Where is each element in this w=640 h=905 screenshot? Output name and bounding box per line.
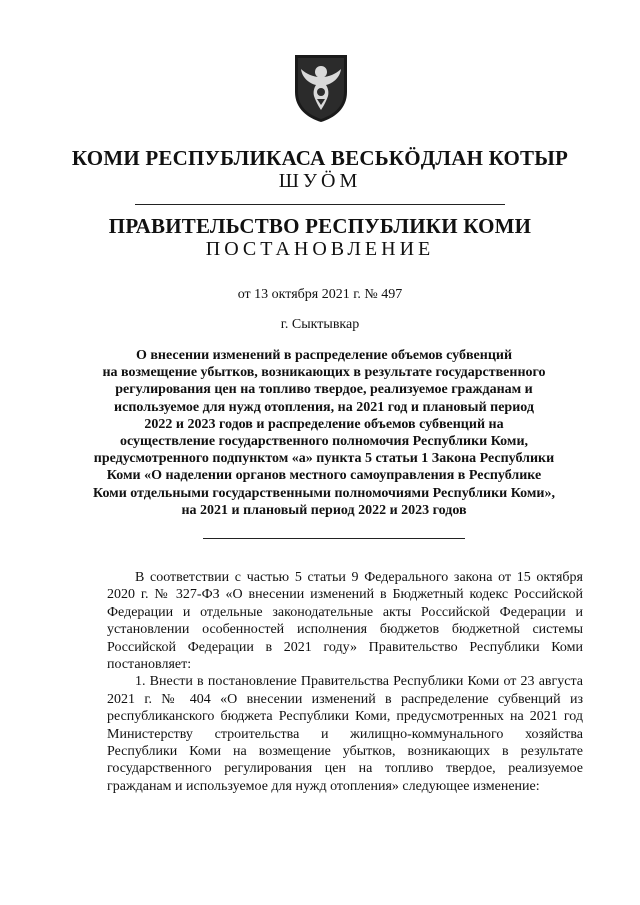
document-type-title: ПОСТАНОВЛЕНИЕ [205, 238, 435, 260]
header-divider [135, 204, 505, 205]
title-line: осуществление государственного полномочия Республики Коми, [119, 434, 529, 450]
komi-coat-of-arms-icon [292, 52, 350, 124]
document-city: г. Сыктывкар [280, 317, 360, 332]
header-government-title: ПРАВИТЕЛЬСТВО РЕСПУБЛИКИ КОМИ [108, 214, 532, 238]
body-paragraph: 1. Внести в постановление Правительства Республики Коми от 23 августа 2021 г. № 404 «О внесении изменений в распределение субвенций из республиканского бюджета Республики Коми, предусмотренных на 2021 год Министерству строительства и жилищно-коммунального хозяйства Республики Коми на возмещение убытков, возникающих в результате государственного регулирования цен на топливо твердое, реализуемое гражданам и используемое для нужд отопления» следующее изменение: [107, 674, 583, 794]
title-line: используемое для нужд отопления, на 2021 год и плановый период [114, 399, 534, 415]
header-komi-title: КОМИ РЕСПУБЛИКАСА ВЕСЬКӦДЛАН КОТЫР [71, 146, 569, 170]
document-title [90, 347, 558, 519]
title-line: предусмотренного подпунктом «а» пункта 5 статьи 1 Закона Республики [93, 451, 555, 467]
title-line: на 2021 и плановый период 2022 и 2023 годов [181, 502, 467, 518]
document-date-number: от 13 октября 2021 г. № 497 [237, 287, 403, 302]
title-line: О внесении изменений в распределение объемов субвенций [135, 348, 513, 363]
title-line: Коми отдельными государственными полномочиями Республики Коми», [92, 485, 555, 501]
title-divider [203, 538, 465, 539]
title-line: регулирования цен на топливо твердое, реализуемое гражданам и [115, 382, 533, 398]
title-line: 2022 и 2023 годов и распределение объемов субвенций на [144, 416, 504, 432]
body-paragraph: В соответствии с частью 5 статьи 9 Федерального закона от 15 октября 2020 г. № 327-ФЗ «О внесении изменений в Бюджетный кодекс Российской Федерации и отдельные законодательные акты Российской Федерации и установлении особенностей исполнения бюджетов бюджетной системы Российской Федерации в 2021 году» Правительство Республики Коми постановляет: [107, 570, 583, 673]
title-line: на возмещение убытков, возникающих в результате государственного [102, 365, 546, 381]
document-body [107, 569, 583, 795]
header-komi-subtitle: ШУӦМ [278, 170, 362, 192]
title-line: Коми «О наделении органов местного самоуправления в Республике [106, 468, 542, 484]
